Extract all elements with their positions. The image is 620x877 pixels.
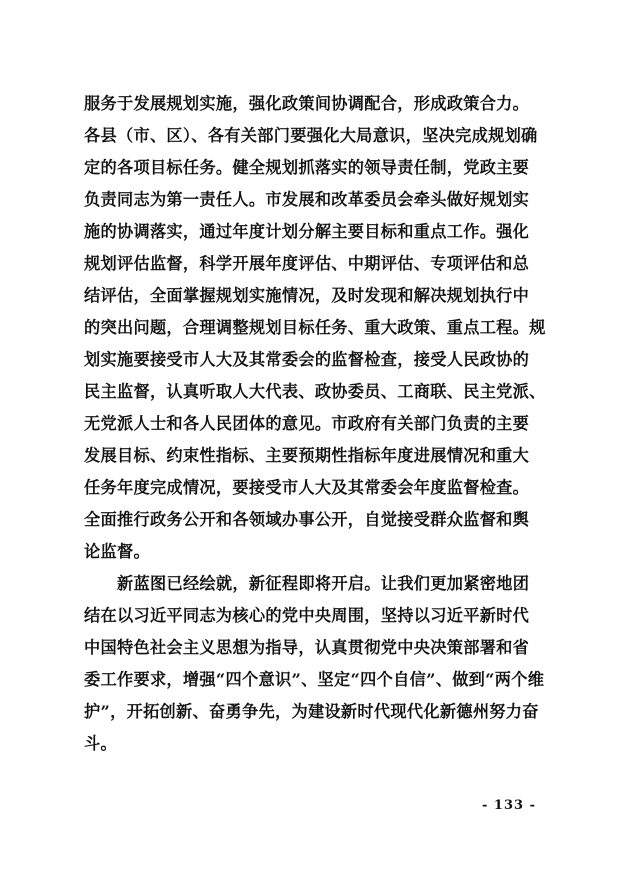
text-line: 的突出问题，合理调整规划目标任务、重大政策、重点工程。规 [84, 318, 546, 337]
text-line: 定的各项目标任务。健全规划抓落实的领导责任制，党政主要 [84, 158, 530, 177]
text-line: 委工作要求，增强“四个意识”、坚定“四个自信”、做到“两个维 [84, 670, 545, 689]
text-line: 发展目标、约束性指标、主要预期性指标年度进展情况和重大 [84, 446, 530, 465]
text-line: 施的协调落实，通过年度计划分解主要目标和重点工作。强化 [84, 222, 530, 241]
text-line: 服务于发展规划实施，强化政策间协调配合，形成政策合力。 [84, 94, 530, 113]
text-line: 负责同志为第一责任人。市发展和改革委员会牵头做好规划实 [84, 190, 530, 209]
text-line: 规划评估监督，科学开展年度评估、中期评估、专项评估和总 [84, 254, 530, 273]
paragraph-1 [84, 88, 544, 568]
text-line: 无党派人士和各人民团体的意见。市政府有关部门负责的主要 [84, 414, 530, 433]
text-line: 划实施要接受市人大及其常委会的监督检查，接受人民政协的 [84, 350, 530, 369]
document-body [84, 88, 544, 760]
text-line: 各县（市、区）、各有关部门要强化大局意识，坚决完成规划确 [84, 126, 538, 145]
text-line: 全面推行政务公开和各领域办事公开，自觉接受群众监督和舆 [84, 510, 530, 529]
paragraph-2 [84, 568, 544, 760]
page-number: - 133 - [482, 798, 536, 813]
text-line: 结在以习近平同志为核心的党中央周围，坚持以习近平新时代 [84, 606, 530, 625]
text-line: 护”，开拓创新、奋勇争先，为建设新时代现代化新德州努力奋 [84, 702, 539, 721]
text-line: 论监督。 [84, 542, 150, 561]
text-line: 新蓝图已经绘就，新征程即将开启。让我们更加紧密地团 [117, 574, 530, 593]
text-line: 民主监督，认真听取人大代表、政协委员、工商联、民主党派、 [84, 382, 546, 401]
text-line: 斗。 [84, 734, 117, 753]
text-line: 中国特色社会主义思想为指导，认真贯彻党中央决策部署和省 [84, 638, 530, 657]
text-line: 任务年度完成情况，要接受市人大及其常委会年度监督检查。 [84, 478, 530, 497]
text-line: 结评估，全面掌握规划实施情况，及时发现和解决规划执行中 [84, 286, 530, 305]
